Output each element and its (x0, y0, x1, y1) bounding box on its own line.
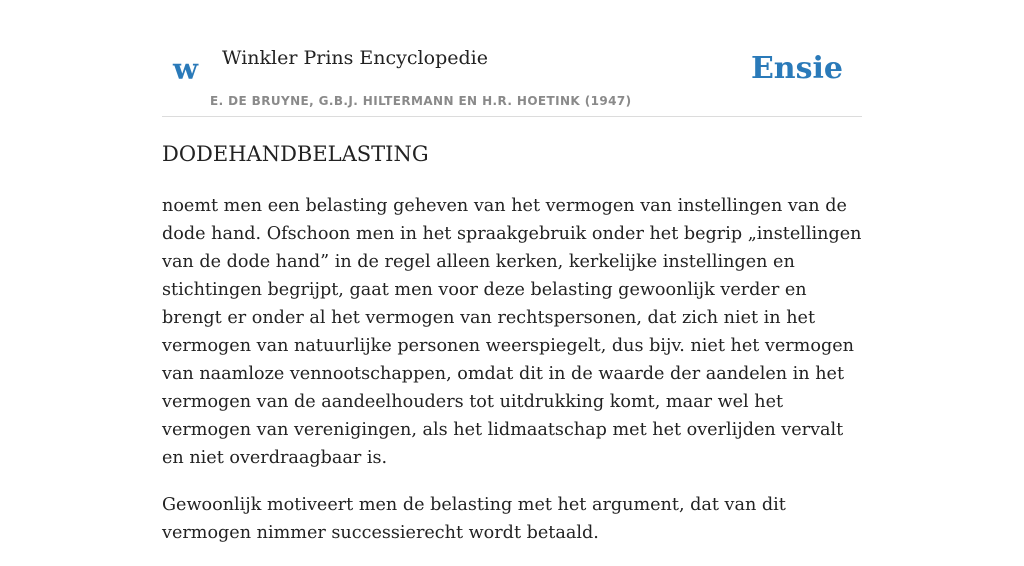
article-paragraph: noemt men een belasting geheven van het vermogen van instellingen van de dode hand. Ofschoon men in het spraakgebruik onder het begrip „instellingen van de dode hand” in de regel alleen kerken, kerkelijke instellingen en stichtingen begrijpt, gaat men voor deze belasting gewoonlijk verder en brengt er onder al het vermogen van rechtspersonen, dat zich niet in het vermogen van natuurlijke personen weerspiegelt, dus bijv. niet het vermogen van naamloze vennootschappen, omdat dit in de waarde der aandelen in het vermogen van de aandeelhouders tot uitdrukking komt, maar wel het vermogen van verenigingen, als het lidmaatschap met het overlijden vervalt en niet overdraagbaar is. (162, 196, 862, 468)
authors-line: E. DE BRUYNE, G.B.J. HILTERMANN EN H.R. HOETINK (1947) (210, 94, 632, 108)
article-paragraph: Gewoonlijk motiveert men de belasting met het argument, dat van dit vermogen nimmer successierecht wordt betaald. (162, 495, 786, 543)
site-header (162, 0, 862, 117)
article-headword: DODEHANDBELASTING (162, 142, 429, 166)
ensie-logo[interactable]: Ensie (750, 51, 843, 86)
article-body (162, 192, 862, 566)
winkler-prins-logo[interactable]: w (173, 52, 198, 86)
site-title[interactable]: Winkler Prins Encyclopedie (222, 47, 488, 69)
